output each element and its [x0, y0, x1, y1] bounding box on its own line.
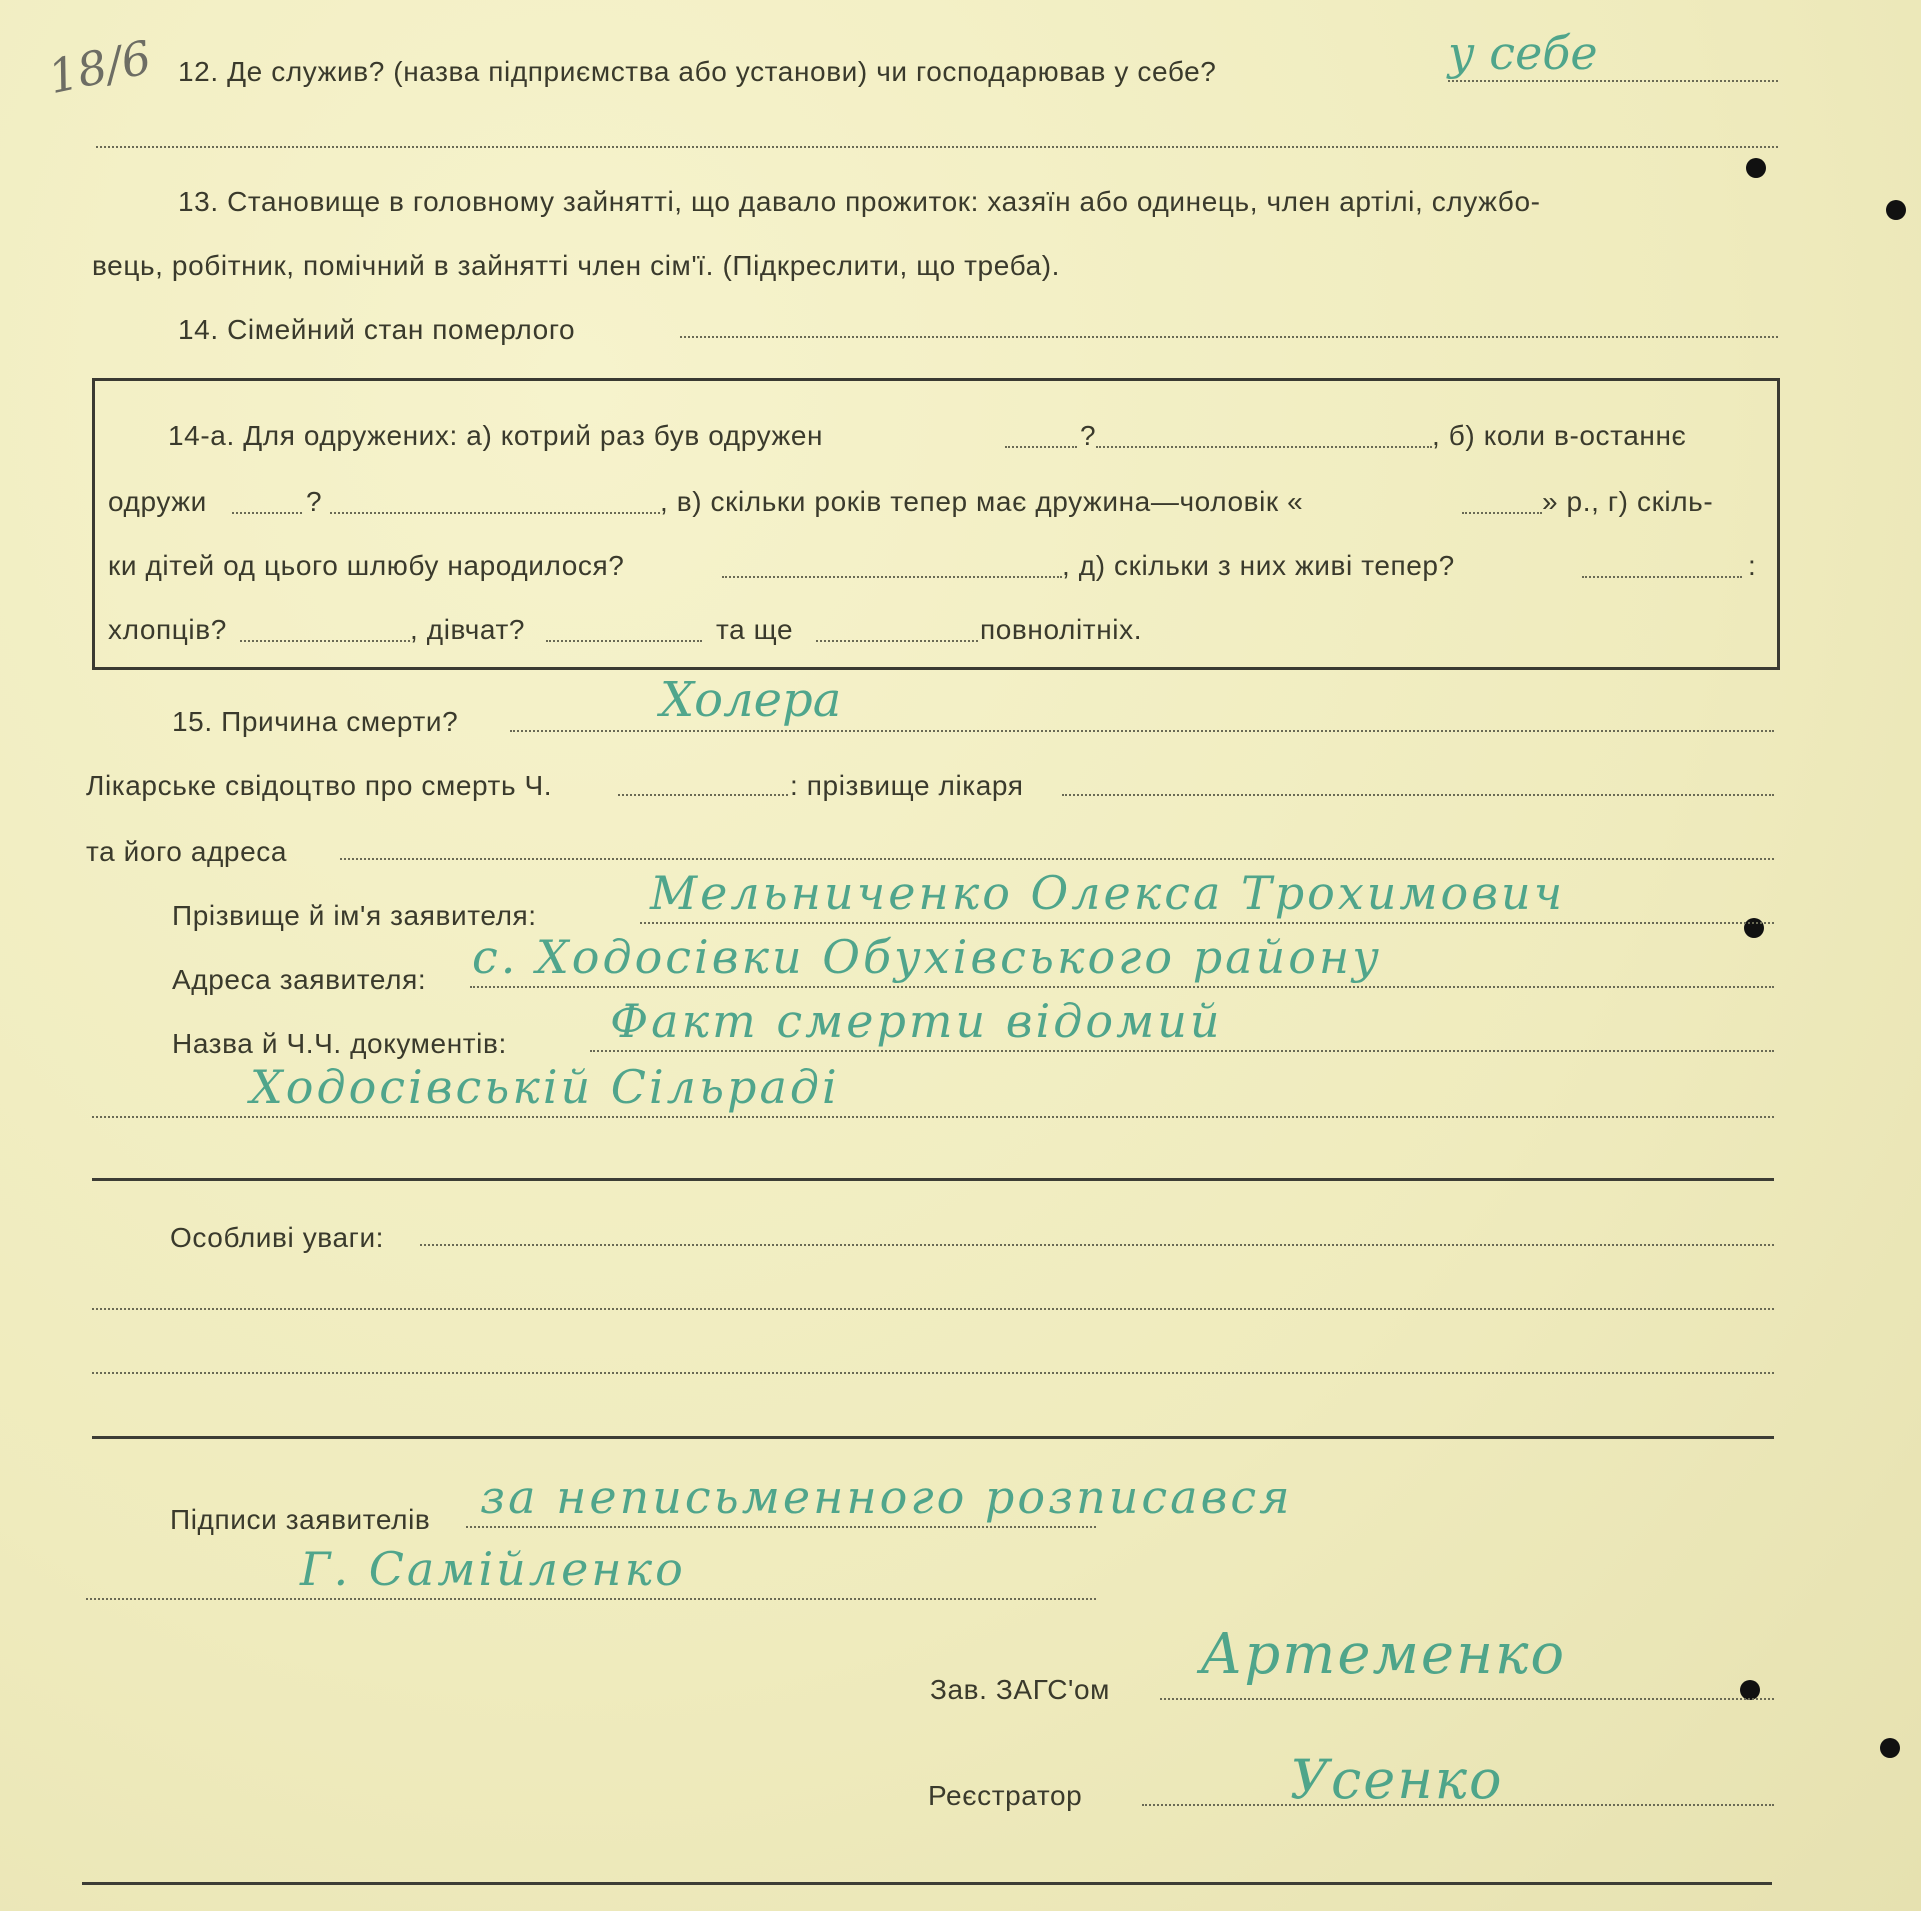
bottom-rule	[82, 1882, 1772, 1885]
q14a-line4-d: повнолітніх.	[980, 614, 1143, 645]
q14a-line4-b: , дівчат?	[410, 614, 526, 645]
q14-answer-line	[680, 336, 1778, 338]
q12-answer: у себе	[1448, 26, 1598, 80]
section-divider	[92, 1178, 1774, 1181]
zags-label: Зав. ЗАГС'ом	[930, 1674, 1110, 1705]
q14a-married-when-field-2	[330, 512, 660, 514]
q14-label: 14. Сімейний стан померлого	[178, 314, 576, 345]
remarks-field-2	[92, 1308, 1774, 1310]
applicant-name-answer: Мельниченко Олекса Трохимович	[650, 866, 1566, 920]
q13-line-2: вець, робітник, помічний в зайнятті член сім'ї. (Підкреслити, що треба).	[92, 250, 1061, 281]
documents-field-2	[92, 1116, 1774, 1118]
documents-field	[590, 1050, 1774, 1052]
q14a-girls-field	[546, 640, 702, 642]
q14a-line2-q: ?	[306, 486, 323, 517]
q14a-line3-b: , д) скільки з них живі тепер?	[1062, 550, 1455, 581]
punch-hole	[1886, 200, 1906, 220]
medical-label-b: : прізвище лікаря	[790, 770, 1024, 801]
q14a-line3-c: :	[1748, 550, 1757, 581]
remarks-label: Особливі уваги:	[170, 1222, 385, 1253]
q14a-children-born-field	[722, 576, 1062, 578]
q14a-line2-a: одружи	[108, 486, 207, 517]
q14a-line4-c: та ще	[716, 614, 794, 645]
medical-cert-number-field	[618, 794, 788, 796]
signatures-answer-2: Г. Самійленко	[300, 1542, 686, 1596]
q15-answer-line	[510, 730, 1774, 732]
q14a-married-when-field	[232, 512, 302, 514]
zags-signature: Артеменко	[1200, 1622, 1567, 1687]
q14a-children-alive-field	[1582, 576, 1742, 578]
q14a-spouse-age-field	[1462, 512, 1542, 514]
signatures-label: Підписи заявителів	[170, 1504, 431, 1535]
documents-answer-2: Ходосівській Сільраді	[250, 1060, 840, 1114]
remarks-field-3	[92, 1372, 1774, 1374]
q14a-line1-q: ?	[1080, 420, 1097, 451]
q15-label: 15. Причина смерти?	[172, 706, 459, 737]
q14a-line1-b: , б) коли в-останнє	[1432, 420, 1687, 451]
doctor-address-field	[340, 858, 1774, 860]
q12-label: 12. Де служив? (назва підприємства або установи) чи господарював у себе?	[178, 56, 1217, 87]
q14a-line1-a: 14-а. Для одружених: а) котрий раз був одружен	[168, 420, 824, 451]
q14a-line4-a: хлопців?	[108, 614, 227, 645]
punch-hole	[1746, 158, 1766, 178]
applicant-address-field	[470, 986, 1774, 988]
signatures-answer-1: за неписьменного розписався	[480, 1470, 1293, 1524]
applicant-address-answer: с. Ходосівки Обухівського району	[472, 930, 1382, 984]
medical-label-a: Лікарське свідоцтво про смерть Ч.	[86, 770, 553, 801]
section-divider	[92, 1436, 1774, 1439]
q15-answer: Холера	[660, 672, 842, 728]
applicant-name-field	[640, 922, 1774, 924]
signatures-field-1	[466, 1526, 1096, 1528]
q14a-line2-c: » р., г) скіль-	[1542, 486, 1714, 517]
registrar-label: Реєстратор	[928, 1780, 1083, 1811]
punch-hole	[1744, 918, 1764, 938]
doctor-address-label: та його адреса	[86, 836, 288, 867]
q14a-line3-a: ки дітей од цього шлюбу народилося?	[108, 550, 625, 581]
documents-answer-1: Факт смерти відомий	[610, 994, 1223, 1048]
q12-line-2	[96, 146, 1778, 148]
applicant-address-label: Адреса заявителя:	[172, 964, 427, 995]
registrar-signature: Усенко	[1290, 1748, 1504, 1811]
zags-signature-field	[1160, 1698, 1774, 1700]
q12-answer-line	[1448, 80, 1778, 82]
q13-line-1: 13. Становище в головному зайнятті, що давало прожиток: хазяїн або одинець, член артілі, службо-	[178, 186, 1541, 217]
q14a-married-count-field	[1005, 446, 1077, 448]
margin-note: 18/6	[43, 29, 156, 105]
q14a-boys-field	[240, 640, 410, 642]
punch-hole	[1880, 1738, 1900, 1758]
doctor-name-field	[1062, 794, 1774, 796]
punch-hole	[1740, 1680, 1760, 1700]
documents-label: Назва й Ч.Ч. документів:	[172, 1028, 507, 1059]
signatures-field-2	[86, 1598, 1096, 1600]
q14a-adults-field	[816, 640, 978, 642]
applicant-name-label: Прізвище й ім'я заявителя:	[172, 900, 537, 931]
q14a-married-count-field-2	[1096, 446, 1432, 448]
q14a-line2-b: , в) скільки років тепер має дружина—чоловік «	[660, 486, 1304, 517]
remarks-field-1	[420, 1244, 1774, 1246]
